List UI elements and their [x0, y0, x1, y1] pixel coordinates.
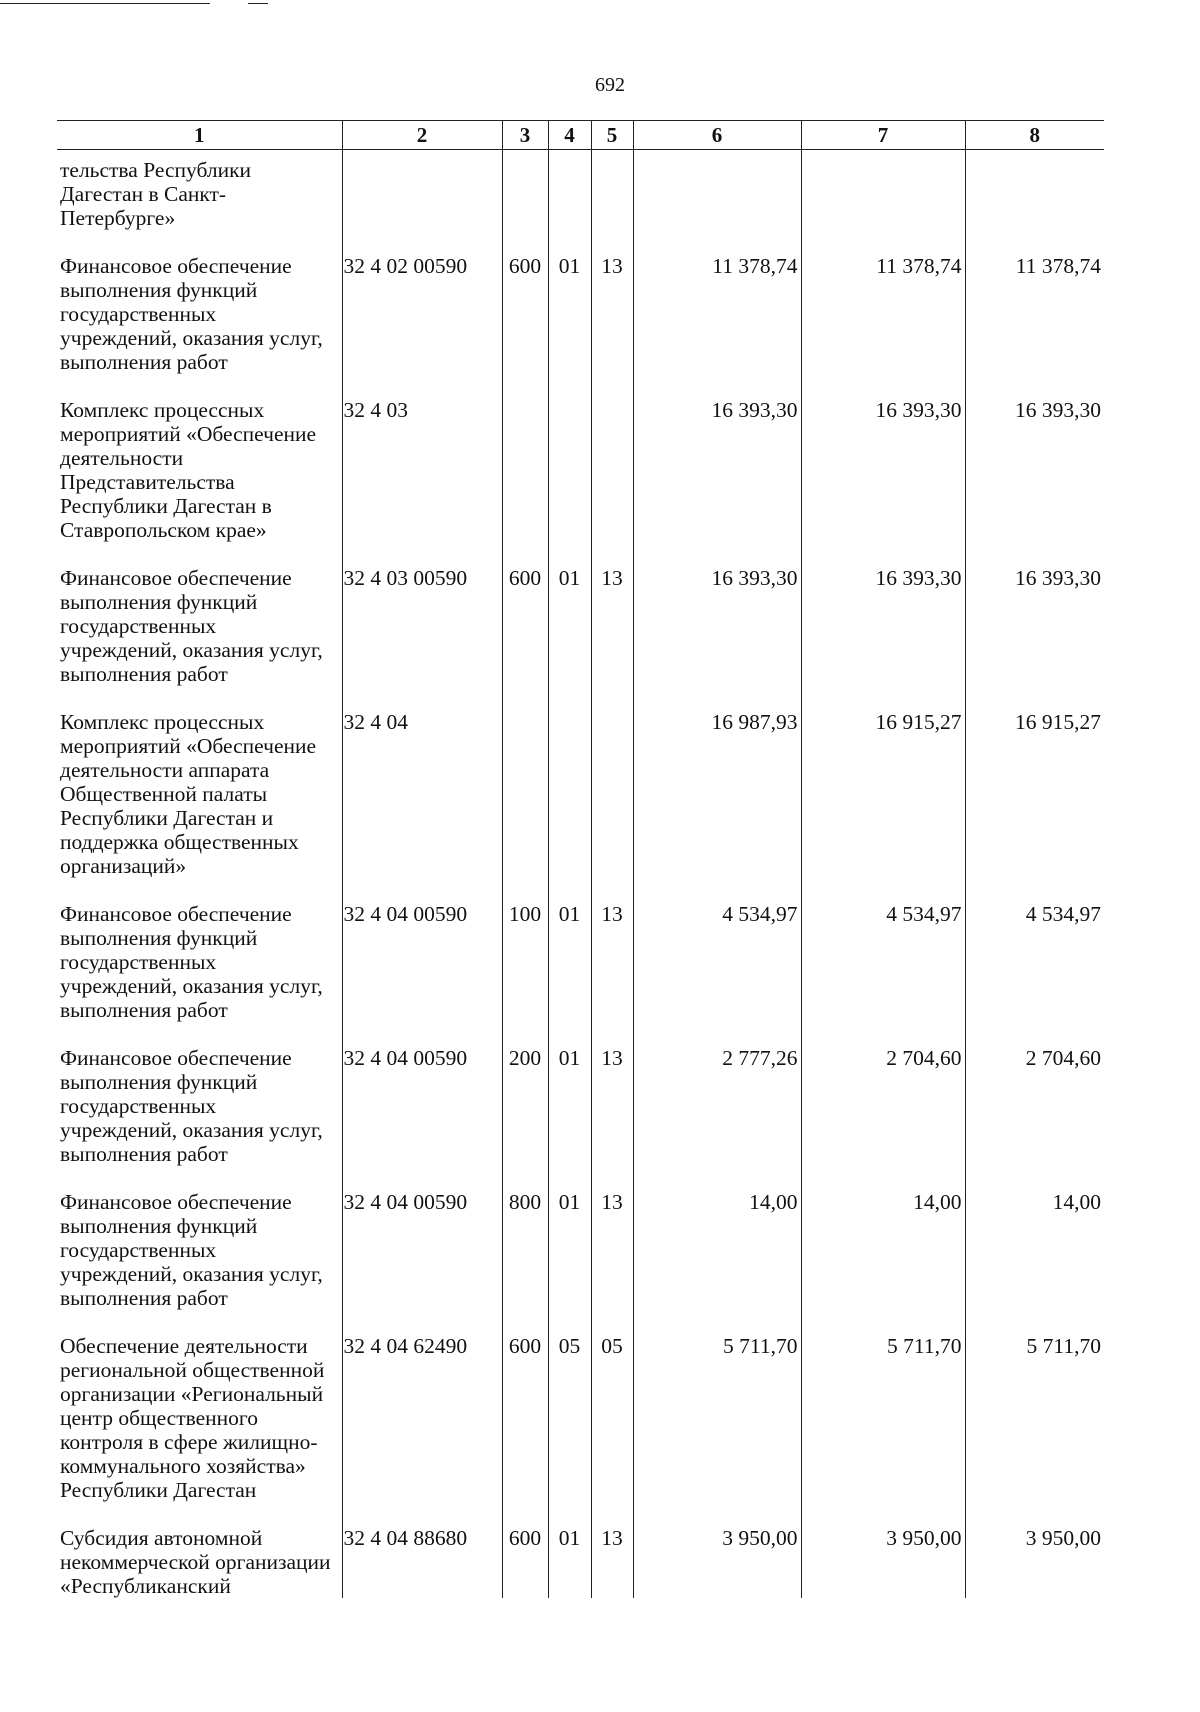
- row-value-6: 16 987,93: [633, 705, 801, 897]
- row-value-8: 2 704,60: [965, 1041, 1104, 1185]
- table-row: [57, 705, 1104, 897]
- row-code: 32 4 04 00590: [342, 897, 502, 1041]
- header-col-3: 3: [502, 121, 548, 150]
- row-col-4: 01: [548, 1185, 591, 1329]
- row-value-8: 5 711,70: [965, 1329, 1104, 1521]
- header-col-8: 8: [965, 121, 1104, 150]
- row-value-7: 2 704,60: [801, 1041, 965, 1185]
- budget-table: [57, 120, 1104, 1598]
- header-col-2: 2: [342, 121, 502, 150]
- row-col-3: 600: [502, 561, 548, 705]
- row-name: Финансовое обеспечение выполнения функций государственных учреждений, оказания услуг, выполнения работ: [60, 254, 323, 374]
- row-code: 32 4 03 00590: [342, 561, 502, 705]
- header-row: [57, 121, 1104, 150]
- table-row: [57, 1041, 1104, 1185]
- table-row: [57, 1185, 1104, 1329]
- row-value-8: 16 393,30: [965, 561, 1104, 705]
- row-col-3: 200: [502, 1041, 548, 1185]
- row-name: Финансовое обеспечение выполнения функций государственных учреждений, оказания услуг, выполнения работ: [60, 1046, 323, 1166]
- row-col-5: 13: [591, 1521, 633, 1598]
- row-code: 32 4 04: [342, 705, 502, 897]
- row-value-8: 16 393,30: [965, 393, 1104, 561]
- page-number: 692: [595, 74, 625, 96]
- row-name: Субсидия автономной некоммерческой организации «Республиканский: [60, 1526, 331, 1598]
- row-col-4: 05: [548, 1329, 591, 1521]
- row-value-7: [801, 150, 965, 250]
- row-value-7: 14,00: [801, 1185, 965, 1329]
- row-value-8: [965, 150, 1104, 250]
- row-value-7: 16 393,30: [801, 393, 965, 561]
- row-col-3: [502, 705, 548, 897]
- row-col-5: 13: [591, 1185, 633, 1329]
- row-value-7: 11 378,74: [801, 249, 965, 393]
- row-col-4: [548, 705, 591, 897]
- row-code: 32 4 03: [342, 393, 502, 561]
- row-value-8: 11 378,74: [965, 249, 1104, 393]
- row-col-4: 01: [548, 1041, 591, 1185]
- row-value-6: 4 534,97: [633, 897, 801, 1041]
- row-col-3: 100: [502, 897, 548, 1041]
- row-code: 32 4 04 88680: [342, 1521, 502, 1598]
- row-col-5: [591, 393, 633, 561]
- row-value-6: 5 711,70: [633, 1329, 801, 1521]
- row-value-6: 16 393,30: [633, 561, 801, 705]
- row-value-8: 14,00: [965, 1185, 1104, 1329]
- row-value-6: 2 777,26: [633, 1041, 801, 1185]
- row-col-5: 13: [591, 561, 633, 705]
- row-col-3: [502, 150, 548, 250]
- row-name: тельства Республики Дагестан в Санкт-Петербурге»: [60, 158, 252, 230]
- row-value-6: 14,00: [633, 1185, 801, 1329]
- row-value-7: 3 950,00: [801, 1521, 965, 1598]
- row-value-6: [633, 150, 801, 250]
- table-row: [57, 897, 1104, 1041]
- row-name: Финансовое обеспечение выполнения функций государственных учреждений, оказания услуг, выполнения работ: [60, 902, 323, 1022]
- row-col-3: 600: [502, 1521, 548, 1598]
- row-value-7: 16 915,27: [801, 705, 965, 897]
- row-col-4: 01: [548, 897, 591, 1041]
- row-code: 32 4 04 00590: [342, 1041, 502, 1185]
- row-value-7: 16 393,30: [801, 561, 965, 705]
- row-name: Комплекс процессных мероприятий «Обеспечение деятельности Представительства Республики Дагестан в Ставропольском крае»: [60, 398, 317, 542]
- row-value-8: 4 534,97: [965, 897, 1104, 1041]
- header-col-1: 1: [57, 121, 342, 150]
- row-code: 32 4 02 00590: [342, 249, 502, 393]
- row-col-5: 13: [591, 1041, 633, 1185]
- row-col-3: 600: [502, 1329, 548, 1521]
- row-col-5: 05: [591, 1329, 633, 1521]
- top-rule: [0, 3, 210, 4]
- row-col-4: 01: [548, 561, 591, 705]
- header-col-7: 7: [801, 121, 965, 150]
- header-col-5: 5: [591, 121, 633, 150]
- table-row: [57, 249, 1104, 393]
- row-name: Комплекс процессных мероприятий «Обеспечение деятельности аппарата Общественной палаты Республики Дагестан и поддержка общественных организаций»: [60, 710, 317, 878]
- table-row: [57, 1329, 1104, 1521]
- row-col-5: [591, 150, 633, 250]
- header-col-4: 4: [548, 121, 591, 150]
- row-value-6: 16 393,30: [633, 393, 801, 561]
- row-col-4: [548, 393, 591, 561]
- row-col-5: [591, 705, 633, 897]
- row-code: 32 4 04 62490: [342, 1329, 502, 1521]
- row-code: 32 4 04 00590: [342, 1185, 502, 1329]
- row-col-5: 13: [591, 897, 633, 1041]
- row-name: Обеспечение деятельности региональной общественной организации «Региональный центр общественного контроля в сфере жилищно-коммунального хозяйства» Республики Дагестан: [60, 1334, 325, 1502]
- row-value-8: 3 950,00: [965, 1521, 1104, 1598]
- row-value-7: 5 711,70: [801, 1329, 965, 1521]
- table-row: [57, 393, 1104, 561]
- row-col-4: [548, 150, 591, 250]
- row-value-7: 4 534,97: [801, 897, 965, 1041]
- row-col-3: [502, 393, 548, 561]
- row-name: Финансовое обеспечение выполнения функций государственных учреждений, оказания услуг, выполнения работ: [60, 566, 323, 686]
- row-value-8: 16 915,27: [965, 705, 1104, 897]
- row-value-6: 11 378,74: [633, 249, 801, 393]
- table-row: [57, 561, 1104, 705]
- row-col-4: 01: [548, 249, 591, 393]
- row-col-4: 01: [548, 1521, 591, 1598]
- header-col-6: 6: [633, 121, 801, 150]
- table-row: [57, 150, 1104, 250]
- top-rule-short: [248, 3, 268, 4]
- row-col-5: 13: [591, 249, 633, 393]
- row-col-3: 800: [502, 1185, 548, 1329]
- table-row: [57, 1521, 1104, 1598]
- row-value-6: 3 950,00: [633, 1521, 801, 1598]
- row-col-3: 600: [502, 249, 548, 393]
- row-name: Финансовое обеспечение выполнения функций государственных учреждений, оказания услуг, выполнения работ: [60, 1190, 323, 1310]
- row-code: [342, 150, 502, 250]
